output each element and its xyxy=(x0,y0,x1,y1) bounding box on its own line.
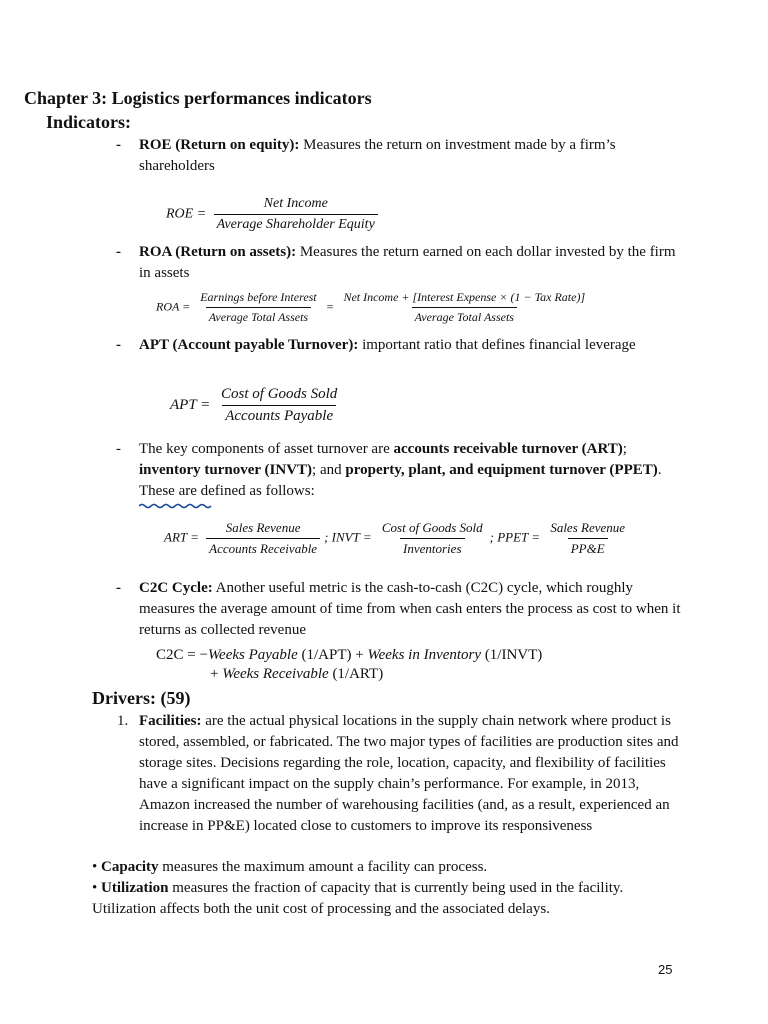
c2c-formula-line-1 xyxy=(156,646,542,665)
ppet-denominator: PP&E xyxy=(568,538,608,557)
roa-description: Measures the return earned on each dollar invested by the firm in assets xyxy=(139,244,676,281)
roe-numerator: Net Income xyxy=(263,196,328,211)
indicators-heading: Indicators: xyxy=(46,112,131,132)
turnover-text-2: ; xyxy=(622,441,627,457)
apt-denominator: Accounts Payable xyxy=(222,405,336,425)
roa-formula xyxy=(156,290,592,325)
apt-numerator: Cost of Goods Sold xyxy=(221,386,338,402)
art-denominator: Accounts Receivable xyxy=(206,538,320,557)
bullet: • xyxy=(92,859,102,875)
turnover-ppet-term: property, plant, and equipment turnover (PPET) xyxy=(345,462,658,478)
invt-lhs: ; INVT = xyxy=(324,529,372,545)
page-number: 25 xyxy=(658,962,673,977)
roa-denominator-2: Average Total Assets xyxy=(412,307,517,325)
c2c-art-term: (1/ART) xyxy=(328,666,384,682)
c2c-weeks-payable: Weeks Payable xyxy=(207,647,298,663)
list-item-facilities xyxy=(114,711,688,837)
invt-numerator: Cost of Goods Sold xyxy=(381,520,483,535)
c2c-lhs: C2C = − xyxy=(156,647,208,663)
list-dash: - xyxy=(116,580,121,596)
turnover-text-1: The key components of asset turnover are xyxy=(139,441,394,457)
list-item-roe xyxy=(114,135,688,177)
utilization-paragraph xyxy=(92,878,672,920)
apt-description: important ratio that defines financial leverage xyxy=(358,337,636,353)
roe-formula xyxy=(166,196,382,233)
art-numerator: Sales Revenue xyxy=(225,520,301,535)
c2c-formula-line-2 xyxy=(156,665,542,684)
c2c-formula xyxy=(156,646,542,684)
c2c-weeks-receivable: Weeks Receivable xyxy=(222,666,329,682)
turnover-invt-term: inventory turnover (INVT) xyxy=(139,462,313,478)
capacity-term: Capacity xyxy=(101,859,159,875)
utilization-term: Utilization xyxy=(101,880,169,896)
c2c-apt-term: (1/APT) + xyxy=(297,647,368,663)
roe-lhs: ROE = xyxy=(166,206,207,222)
facilities-term: Facilities: xyxy=(139,713,202,729)
list-dash: - xyxy=(116,244,121,260)
capacity-description: measures the maximum amount a facility can process. xyxy=(158,859,488,875)
c2c-plus: + xyxy=(210,666,223,682)
list-item-turnover xyxy=(114,439,688,502)
c2c-term: C2C Cycle: xyxy=(139,580,213,596)
apt-formula xyxy=(170,386,344,425)
roa-term: ROA (Return on assets): xyxy=(139,244,297,260)
chapter-title: Chapter 3: Logistics performances indicators xyxy=(24,88,372,108)
roa-numerator-2: Net Income + [Interest Expense × (1 − Tax Rate)] xyxy=(343,290,586,304)
art-lhs: ART = xyxy=(164,529,199,545)
list-dash: - xyxy=(116,337,121,353)
roa-numerator-1: Earnings before Interest xyxy=(200,290,317,304)
turnover-art-term: accounts receivable turnover (ART) xyxy=(393,441,623,457)
apt-term: APT (Account payable Turnover): xyxy=(139,337,359,353)
ppet-numerator: Sales Revenue xyxy=(550,520,626,535)
roa-lhs: ROA = xyxy=(156,299,191,314)
list-dash: - xyxy=(116,137,121,153)
utilization-description: measures the fraction of capacity that is currently being used in the facility. Utilization affects both the unit cost of processing and the associated delays. xyxy=(92,880,624,917)
turnover-text-3: ; and xyxy=(312,462,346,478)
apt-lhs: APT = xyxy=(170,396,211,413)
list-item-apt xyxy=(114,335,688,356)
ppet-lhs: ; PPET = xyxy=(489,529,541,545)
c2c-description: Another useful metric is the cash-to-cash (C2C) cycle, which roughly measures the average amount of time from when cash enters the process as cost to when it returns as collected revenue xyxy=(139,580,681,638)
list-dash: - xyxy=(116,441,121,457)
spellcheck-underline xyxy=(139,503,213,509)
list-item-c2c xyxy=(114,578,688,641)
list-item-roa xyxy=(114,242,688,284)
drivers-heading: Drivers: (59) xyxy=(92,688,191,708)
bullet: • xyxy=(92,880,102,896)
roa-denominator-1: Average Total Assets xyxy=(206,307,311,325)
turnover-formulas xyxy=(164,520,632,557)
capacity-paragraph xyxy=(92,857,672,878)
invt-denominator: Inventories xyxy=(400,538,464,557)
c2c-invt-term: (1/INVT) xyxy=(481,647,543,663)
c2c-weeks-inventory: Weeks in Inventory xyxy=(367,647,482,663)
turnover-text-4: . These are defined as follows: xyxy=(139,462,662,499)
list-number: 1. xyxy=(117,713,129,729)
roa-equals: = xyxy=(326,299,334,314)
facilities-description: are the actual physical locations in the supply chain network where product is stored, assembled, or fabricated. The two major types of facilities are production sites and storage sites. Decisions regarding the role, location, capacity, and flexibility of facilities have a significant impact on the supply chain’s performance. For example, in 2013, Amazon increased the number of warehousing facilities (and, as a result, experienced an increase in PP&E) located close to customers to improve its responsiveness xyxy=(139,713,679,834)
roe-term: ROE (Return on equity): xyxy=(139,137,300,153)
roe-denominator: Average Shareholder Equity xyxy=(214,214,378,233)
roe-description: Measures the return on investment made by a firm’s shareholders xyxy=(139,137,616,174)
